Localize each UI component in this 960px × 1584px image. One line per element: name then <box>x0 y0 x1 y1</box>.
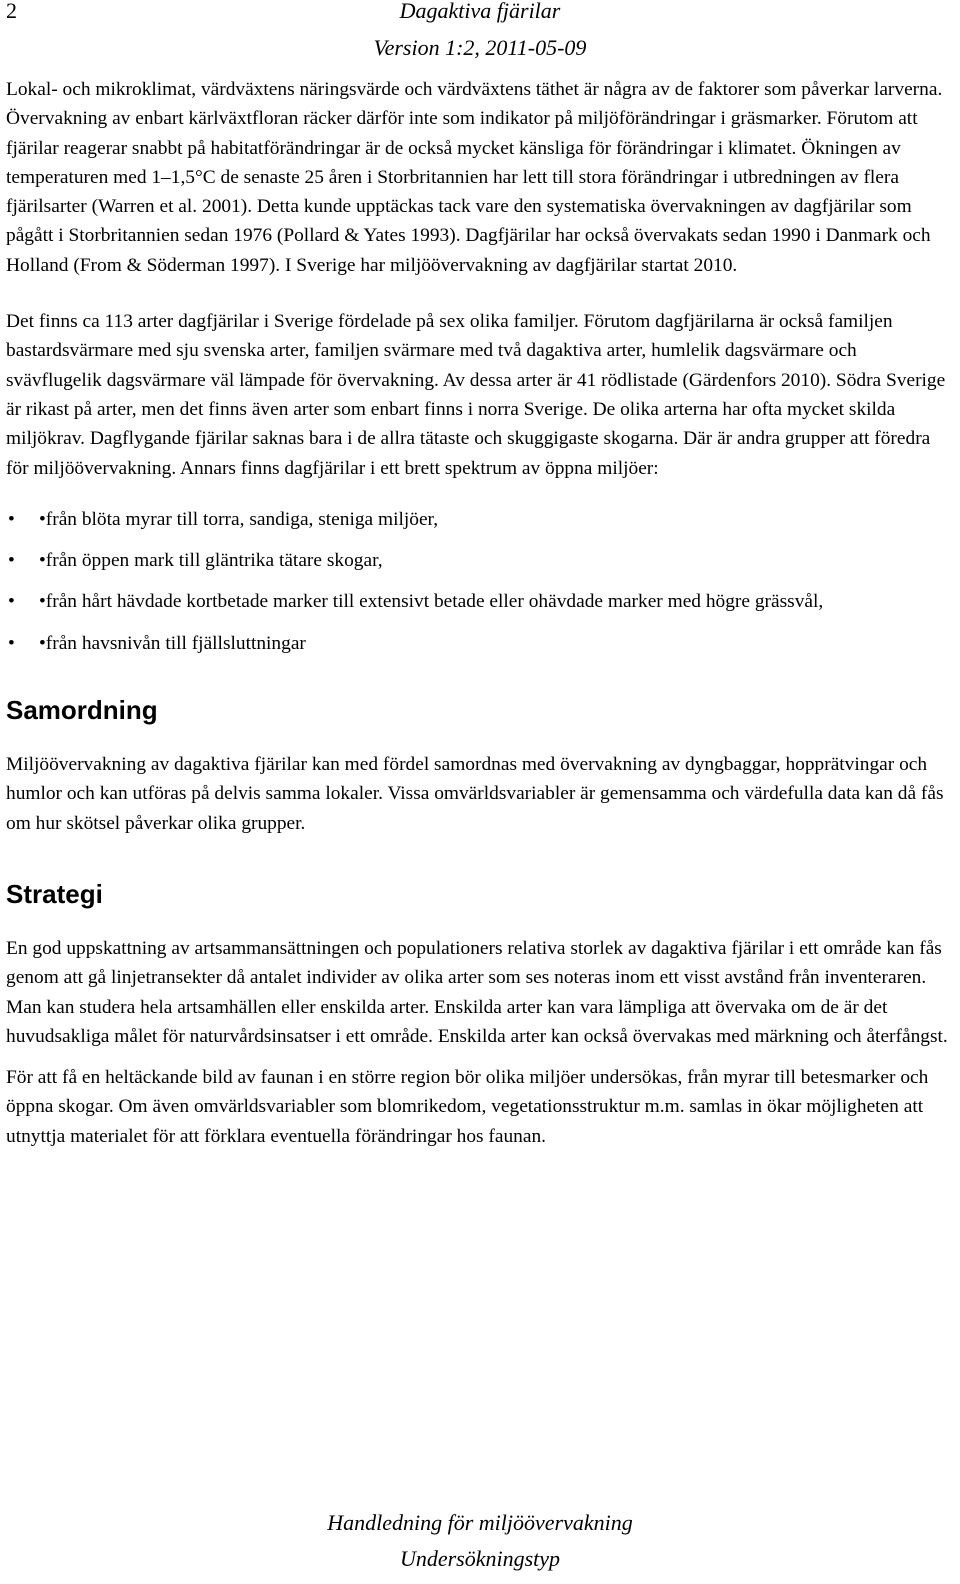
heading-strategi: Strategi <box>6 878 103 909</box>
paragraph-region: För att få en heltäckande bild av faunan i en större region bör olika miljöer undersökas, från myrar till betesmarker och öppna skogar. Om även omvärldsvariabler som blomrikedom, vegetationsstruktur m.m. samlas in ökar möjligheten att utnyttja materialet för att förklara eventuella förändringar hos faunan. <box>6 1067 929 1147</box>
footer-title: Handledning för miljöövervakning <box>327 1510 633 1535</box>
list-item-text: •från öppen mark till gläntrika tätare skogar, <box>39 550 383 572</box>
list-item <box>6 587 948 616</box>
environment-list <box>6 505 948 658</box>
header-version: Version 1:2, 2011-05-09 <box>373 35 587 60</box>
heading-samordning: Samordning <box>6 695 158 726</box>
paragraph-strategy: En god uppskattning av artsammansättningen och populationers relativa storlek av dagaktiva fjärilar i ett område kan fås genom att gå linjetransekter då antalet individer av olika arter som ses noteras inom ett visst avstånd från inventeraren. Man kan studera hela artsamhällen eller enskilda arter. Enskilda arter kan vara lämpliga att övervaka om de är det huvudsakliga målet för naturvårdsinsatser i ett område. Enskilda arter kan också övervakas med märkning och återfångst. <box>6 937 948 1047</box>
footer-subtitle: Undersökningstyp <box>399 1546 561 1571</box>
paragraph-climate: Lokal- och mikroklimat, värdväxtens näringsvärde och värdväxtens täthet är några av de faktorer som påverkar larverna. Övervakning av enbart kärlväxtfloran räcker därför inte som indikator på miljöförändringar i gräsmarker. Förutom att fjärilar reagerar snabbt på habitatförändringar är de också mycket känsliga för förändringar i klimatet. Ökningen av temperaturen med 1–1,5°C de senaste 25 åren i Storbritannien har lett till stora förändringar i utbredningen av flera fjärilsarter (Warren et al. 2001). Detta kunde upptäckas tack vare den systematiska övervakningen av dagfjärilar som pågått i Storbritannien sedan 1976 (Pollard & Yates 1993). Dagfjärilar har också övervakats sedan 1990 i Danmark och Holland (From & Söderman 1997). I Sverige har miljöövervakning av dagfjärilar startat 2010. <box>6 79 943 276</box>
list-item-text: •från blöta myrar till torra, sandiga, steniga miljöer, <box>39 508 439 530</box>
list-item-text: •från hårt hävdade kortbetade marker till extensivt betade eller ohävdade marker med högre grässvål, <box>39 591 824 613</box>
list-item-text: •från havsnivån till fjällsluttningar <box>39 632 306 654</box>
list-item <box>6 505 948 534</box>
paragraph-species: Det finns ca 113 arter dagfjärilar i Sverige fördelade på sex olika familjer. Förutom dagfjärilarna är också familjen bastardsvärmare med sju svenska arter, familjen svärmare med två dagaktiva arter, humlelik dagsvärmare och svävflugelik dagsvärmare väl lämpade för övervakning. Av dessa arter är 41 rödlistade (Gärdenfors 2010). Södra Sverige är rikast på arter, men det finns även arter som enbart finns i norra Sverige. De olika arterna har ofta mycket skilda miljökrav. Dagflygande fjärilar saknas bara i de allra tätaste och skuggigaste skogarna. Där är andra grupper att föredra för miljöövervakning. Annars finns dagfjärilar i ett brett spektrum av öppna miljöer: <box>6 311 946 479</box>
bullet-icon: • <box>8 508 15 530</box>
bullet-icon: • <box>8 550 15 572</box>
bullet-icon: • <box>8 591 15 613</box>
list-item <box>6 629 948 658</box>
paragraph-coordination: Miljöövervakning av dagaktiva fjärilar kan med fördel samordnas med övervakning av dyngbaggar, hopprätvingar och humlor och kan utföras på delvis samma lokaler. Vissa omvärldsvariabler är gemensamma och värdefulla data kan då fås om hur skötsel påverkar olika grupper. <box>6 754 944 834</box>
header-title: Dagaktiva fjärilar <box>399 0 561 23</box>
document-body <box>6 75 948 1151</box>
page-number: 2 <box>6 0 17 23</box>
list-item <box>6 546 948 575</box>
bullet-icon: • <box>8 632 15 654</box>
